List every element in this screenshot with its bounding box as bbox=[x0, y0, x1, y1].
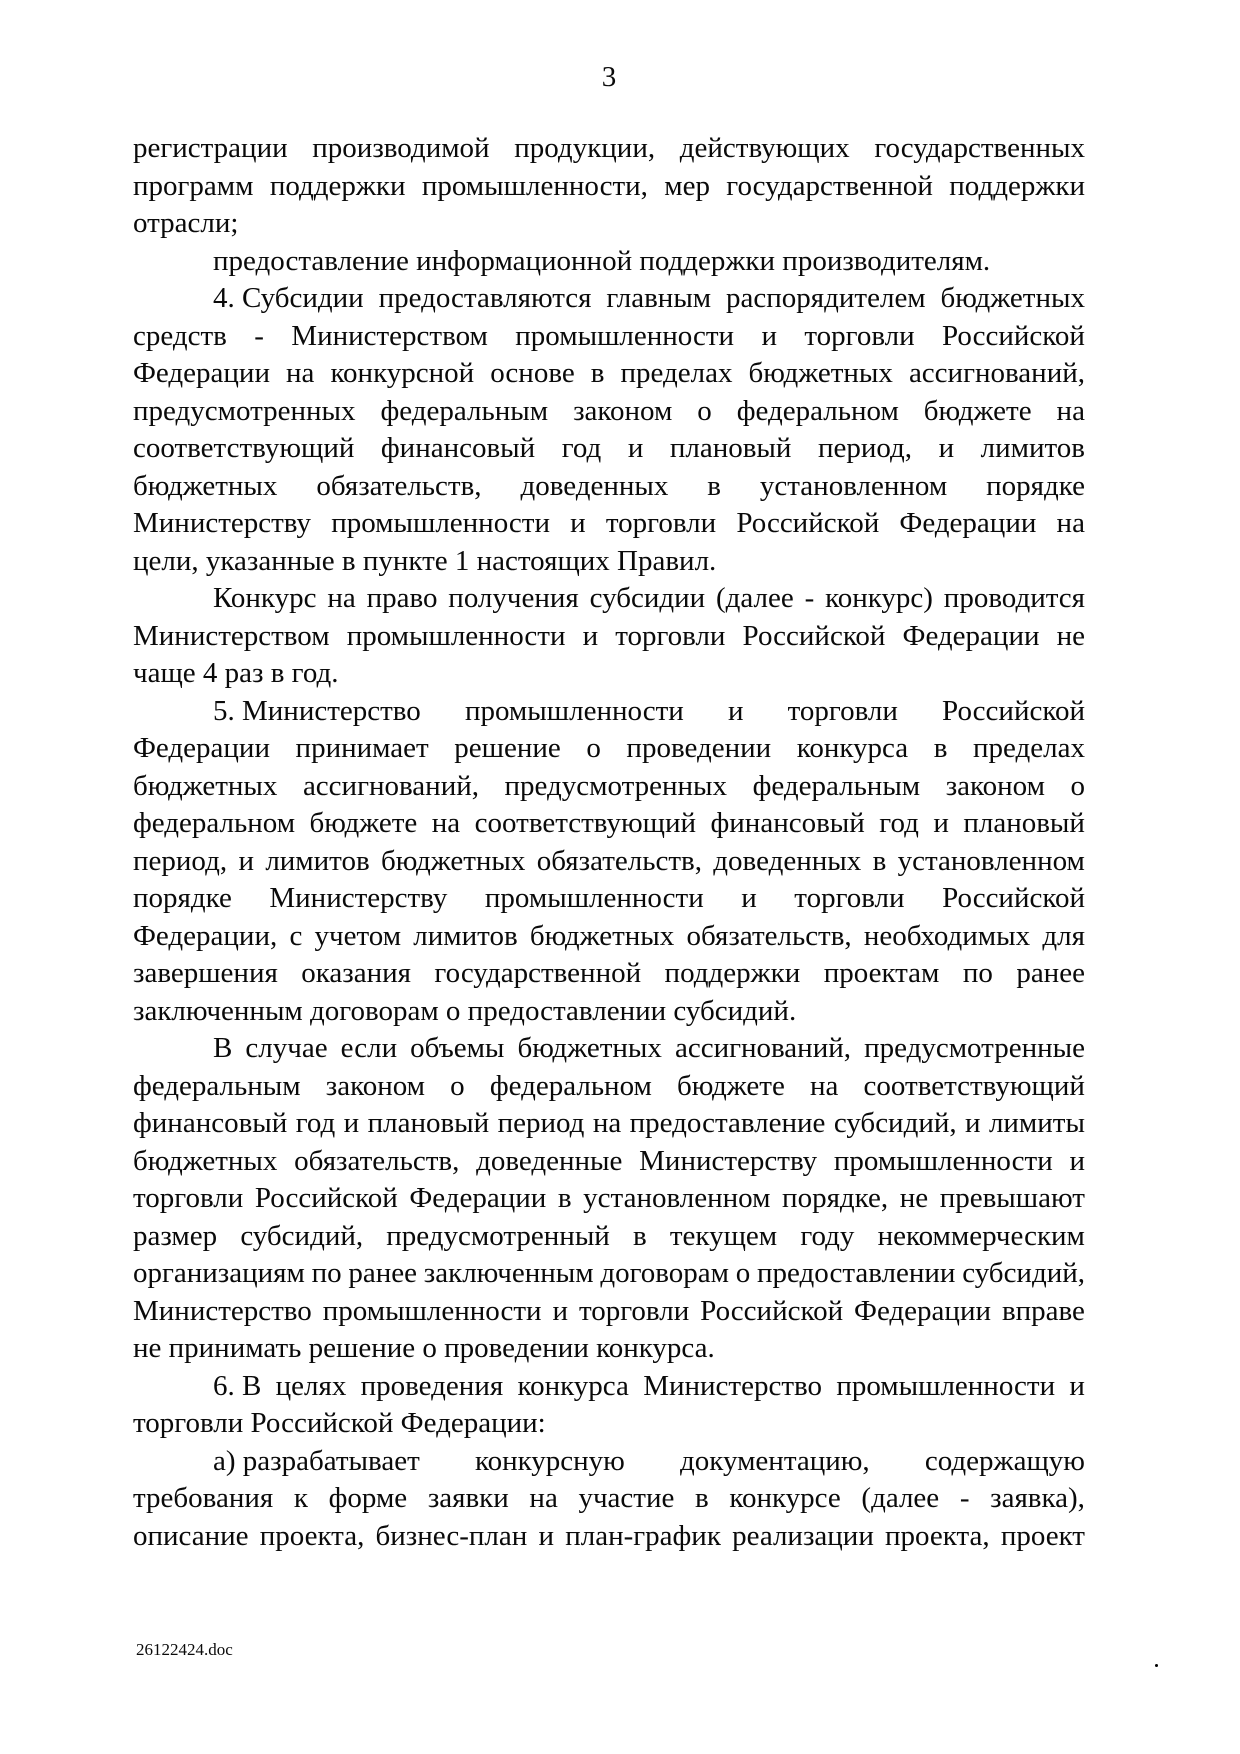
word: по bbox=[962, 957, 993, 989]
word: бюджетных bbox=[517, 1032, 662, 1064]
word: плановый bbox=[669, 432, 792, 464]
word: доведенные bbox=[476, 1144, 623, 1177]
word: план-график bbox=[565, 1519, 721, 1552]
word: проводится bbox=[943, 582, 1085, 614]
word: бюджете bbox=[309, 807, 418, 839]
word: о bbox=[1070, 769, 1085, 802]
text-line bbox=[133, 730, 1085, 768]
word: 5. Министерство bbox=[213, 694, 421, 727]
word: федеральном bbox=[736, 394, 899, 427]
word: Федерации, bbox=[133, 919, 278, 952]
word: на bbox=[327, 582, 356, 614]
word: проекта, bbox=[885, 1519, 990, 1552]
word: заявки bbox=[427, 1482, 509, 1514]
word: Министерством bbox=[291, 319, 488, 352]
word: законом bbox=[573, 394, 673, 427]
word: промышленности bbox=[346, 619, 566, 652]
word: программ bbox=[133, 169, 254, 202]
word: федеральным bbox=[752, 769, 921, 802]
word: объемы bbox=[410, 1032, 505, 1064]
word: не bbox=[899, 1182, 929, 1214]
word: порядке, bbox=[782, 1182, 889, 1214]
word: в bbox=[695, 1482, 709, 1514]
word: плановый bbox=[367, 1107, 490, 1139]
word: поддержки bbox=[664, 957, 801, 989]
word: пределах bbox=[620, 357, 733, 389]
word: о bbox=[735, 1257, 751, 1289]
word: 6. В bbox=[213, 1369, 262, 1402]
word: производимой bbox=[312, 132, 490, 164]
word: целях bbox=[275, 1369, 347, 1402]
word: конкурсную bbox=[474, 1444, 625, 1477]
text-line bbox=[133, 1218, 1085, 1256]
word: государственной bbox=[726, 169, 933, 202]
word: промышленности bbox=[464, 694, 684, 727]
word: предусмотренных bbox=[133, 394, 356, 427]
word: предусмотренный bbox=[386, 1219, 610, 1252]
word: заявка), bbox=[990, 1482, 1085, 1514]
word: проектам bbox=[823, 957, 940, 989]
word: Конкурс bbox=[213, 582, 317, 614]
word: пределах bbox=[973, 732, 1085, 764]
word: промышленности bbox=[833, 1144, 1053, 1177]
word: бюджетных bbox=[381, 844, 526, 877]
word: бюджетных bbox=[133, 769, 278, 802]
word: В bbox=[213, 1032, 233, 1064]
word: и bbox=[727, 694, 744, 727]
word: проект bbox=[1000, 1519, 1085, 1552]
word: субсидий, bbox=[962, 1257, 1085, 1289]
word: регистрации bbox=[133, 132, 288, 164]
word: торговли bbox=[615, 619, 726, 652]
word: государственных bbox=[874, 132, 1085, 164]
word: о bbox=[697, 394, 712, 427]
word: субсидии bbox=[589, 582, 706, 614]
text-line bbox=[133, 1105, 1085, 1143]
word: а) разрабатывает bbox=[213, 1444, 420, 1477]
word: Федерации bbox=[899, 507, 1037, 539]
scan-speck bbox=[1155, 1664, 1158, 1667]
word: организациям bbox=[133, 1257, 305, 1289]
word: установленном bbox=[897, 844, 1085, 877]
text-line bbox=[133, 393, 1085, 431]
word: Министерству bbox=[133, 507, 312, 539]
word: в bbox=[557, 1182, 572, 1214]
word: форме bbox=[328, 1482, 408, 1514]
word: Министерство bbox=[643, 1369, 823, 1402]
word: лимитов bbox=[413, 919, 518, 952]
word: в bbox=[872, 844, 887, 877]
word: и bbox=[582, 619, 599, 652]
text-line bbox=[133, 880, 1085, 918]
word: Российской bbox=[942, 694, 1085, 727]
word: промышленности bbox=[331, 507, 550, 539]
text-line: предоставление информационной поддержки производителям. bbox=[213, 244, 991, 277]
word: торговли bbox=[133, 1182, 244, 1214]
text-line bbox=[133, 580, 1085, 618]
word: предоставляются bbox=[378, 282, 592, 314]
word: торговли bbox=[787, 694, 898, 727]
word: бюджетных bbox=[529, 919, 675, 952]
word: Министерством bbox=[133, 619, 330, 652]
word: распорядителем bbox=[726, 282, 926, 314]
word: год bbox=[879, 807, 919, 839]
word: торговли bbox=[804, 319, 915, 352]
text-line bbox=[133, 843, 1085, 881]
word: и bbox=[343, 1107, 360, 1139]
word: бюджетных bbox=[133, 1144, 278, 1177]
word: федеральным bbox=[133, 1069, 301, 1102]
document-body bbox=[133, 130, 1085, 1555]
word: проведения bbox=[360, 1369, 504, 1402]
word: и bbox=[761, 319, 777, 352]
word: предоставление bbox=[629, 1107, 826, 1139]
word: обязательств, bbox=[536, 844, 702, 877]
text-line bbox=[133, 693, 1085, 731]
word: конкурса bbox=[517, 1369, 629, 1402]
word: Российской bbox=[942, 882, 1085, 914]
text-line: заключенным договорам о предоставлении субсидий. bbox=[133, 994, 797, 1027]
word: установленном bbox=[583, 1182, 771, 1214]
word: субсидий, bbox=[833, 1107, 957, 1139]
word: участие bbox=[578, 1482, 675, 1514]
word: содержащую bbox=[924, 1444, 1085, 1477]
text-line bbox=[133, 1143, 1085, 1181]
word: лимиты bbox=[988, 1107, 1085, 1139]
word: основе bbox=[490, 357, 575, 389]
word: в bbox=[933, 732, 948, 764]
word: завершения bbox=[133, 957, 278, 989]
text-line bbox=[133, 280, 1085, 318]
word: и bbox=[965, 1107, 981, 1139]
word: к bbox=[293, 1482, 308, 1514]
word: Федерации bbox=[854, 1294, 991, 1327]
word: и bbox=[238, 844, 254, 877]
word: ранее bbox=[1016, 957, 1085, 989]
word: принимает bbox=[295, 732, 429, 764]
word: и bbox=[938, 432, 955, 464]
word: год bbox=[561, 432, 602, 464]
word: не bbox=[1056, 619, 1085, 652]
word: Федерации bbox=[133, 732, 270, 764]
footer-filename: 26122424.doc bbox=[136, 1640, 233, 1659]
word: описание bbox=[133, 1519, 249, 1552]
word: учетом bbox=[314, 919, 402, 952]
word: и bbox=[741, 882, 757, 914]
word: обязательств, bbox=[294, 1144, 460, 1177]
word: и bbox=[1069, 1144, 1085, 1177]
word: на bbox=[1056, 507, 1085, 539]
word: торговли bbox=[605, 507, 717, 539]
word: на bbox=[809, 1069, 839, 1102]
word: ассигнований, bbox=[674, 1032, 851, 1064]
word: Министерству bbox=[269, 882, 448, 914]
word: в bbox=[633, 1219, 647, 1252]
word: бюджетных bbox=[940, 282, 1085, 314]
word: и bbox=[627, 432, 644, 464]
word: федеральном bbox=[133, 807, 296, 839]
word: промышленности bbox=[484, 882, 704, 914]
word: конкурсной bbox=[330, 357, 475, 389]
word: Федерации bbox=[902, 619, 1040, 652]
word: на bbox=[431, 807, 461, 839]
word: Министерство bbox=[133, 1294, 312, 1327]
word: ассигнований, bbox=[908, 357, 1085, 389]
word: бюджете bbox=[677, 1069, 785, 1102]
text-line: торговли Российской Федерации: bbox=[133, 1407, 546, 1439]
text-line bbox=[133, 955, 1085, 993]
word: соответствующий bbox=[133, 432, 355, 464]
word: по bbox=[311, 1257, 342, 1289]
word: о bbox=[586, 732, 601, 764]
text-line bbox=[133, 918, 1085, 956]
word: бизнес-план bbox=[375, 1519, 528, 1552]
word: Российской bbox=[254, 1182, 398, 1214]
word: если bbox=[340, 1032, 398, 1064]
word: Российской bbox=[742, 619, 886, 652]
word: предусмотренных bbox=[504, 769, 728, 802]
word: обязательств, bbox=[686, 919, 852, 952]
word: Федерации bbox=[409, 1182, 547, 1214]
word: лимитов bbox=[980, 432, 1085, 464]
word: законом bbox=[945, 769, 1045, 802]
word: - bbox=[804, 582, 815, 614]
word: требования bbox=[133, 1482, 274, 1514]
text-line bbox=[133, 1293, 1085, 1331]
word: - bbox=[254, 319, 264, 352]
word: для bbox=[1042, 919, 1085, 952]
word: Российской bbox=[942, 319, 1085, 352]
word: год bbox=[295, 1107, 336, 1139]
word: договорам bbox=[600, 1257, 729, 1289]
word: соответствующий bbox=[474, 807, 697, 839]
text-line bbox=[133, 768, 1085, 806]
word: Российской bbox=[736, 507, 880, 539]
text-line bbox=[133, 130, 1085, 168]
word: конкурса bbox=[796, 732, 909, 764]
word: соответствующий bbox=[863, 1069, 1085, 1102]
word: федеральном bbox=[489, 1069, 652, 1102]
word: (далее bbox=[861, 1482, 940, 1514]
word: предоставлении bbox=[756, 1257, 956, 1289]
text-line bbox=[133, 355, 1085, 393]
text-line: чаще 4 раз в год. bbox=[133, 657, 339, 689]
text-line bbox=[133, 168, 1085, 206]
text-line: цели, указанные в пункте 1 настоящих Правил. bbox=[133, 544, 717, 577]
word: финансовый bbox=[380, 432, 536, 464]
word: порядке bbox=[133, 882, 232, 914]
word: период bbox=[497, 1107, 585, 1139]
text-line bbox=[133, 805, 1085, 843]
word: субсидий, bbox=[240, 1219, 364, 1252]
word: торговли bbox=[578, 1294, 690, 1327]
word: ранее bbox=[348, 1257, 418, 1289]
word: конкурс) bbox=[825, 582, 933, 614]
text-line: отрасли; bbox=[133, 207, 239, 239]
word: размер bbox=[133, 1219, 218, 1252]
word: ассигнований, bbox=[302, 769, 479, 802]
word: финансовый bbox=[133, 1107, 288, 1139]
text-line bbox=[133, 1480, 1085, 1518]
word: бюджетных bbox=[748, 357, 893, 389]
text-line bbox=[133, 1180, 1085, 1218]
word: предусмотренные bbox=[864, 1032, 1085, 1064]
word: главным bbox=[606, 282, 712, 314]
word: Федерации bbox=[133, 357, 270, 389]
word: в bbox=[707, 469, 721, 502]
word: промышленности bbox=[836, 1369, 1056, 1402]
word: бюджете bbox=[923, 394, 1032, 427]
word: и bbox=[570, 507, 586, 539]
word: заключенным bbox=[423, 1257, 594, 1289]
word: продукции, bbox=[514, 132, 656, 164]
word: оказания bbox=[301, 957, 411, 989]
word: и bbox=[538, 1519, 555, 1552]
text-line: не принимать решение о проведении конкурса. bbox=[133, 1332, 715, 1364]
word: - bbox=[959, 1482, 970, 1514]
word: 4. Субсидии bbox=[213, 282, 364, 314]
word: на bbox=[286, 357, 315, 389]
word: действующих bbox=[679, 132, 850, 164]
word: превышают bbox=[939, 1182, 1085, 1214]
text-line bbox=[133, 468, 1085, 506]
text-line bbox=[133, 430, 1085, 468]
word: о bbox=[450, 1069, 465, 1102]
word: проекта, bbox=[259, 1519, 365, 1552]
word: порядке bbox=[986, 469, 1085, 502]
word: период, bbox=[133, 844, 228, 877]
text-line bbox=[133, 618, 1085, 656]
word: период, bbox=[817, 432, 913, 464]
page-number: 3 bbox=[601, 61, 617, 93]
word: на bbox=[592, 1107, 622, 1139]
text-line bbox=[133, 1443, 1085, 1481]
word: Министерству bbox=[639, 1144, 818, 1177]
word: с bbox=[289, 919, 303, 952]
word: на bbox=[529, 1482, 558, 1514]
word: и bbox=[552, 1294, 569, 1327]
text-line bbox=[133, 1255, 1085, 1293]
word: решение bbox=[454, 732, 561, 764]
word: промышленности bbox=[515, 319, 735, 352]
word: государственной bbox=[434, 957, 642, 989]
word: финансовый bbox=[710, 807, 865, 839]
text-line bbox=[133, 505, 1085, 543]
word: реализации bbox=[732, 1519, 874, 1552]
word: право bbox=[366, 582, 438, 614]
word: обязательств, bbox=[316, 469, 482, 502]
word: плановый bbox=[963, 807, 1085, 839]
word: доведенных bbox=[713, 844, 862, 877]
word: поддержки bbox=[949, 169, 1085, 202]
word: Российской bbox=[700, 1294, 844, 1327]
word: в bbox=[590, 357, 605, 389]
word: документацию, bbox=[680, 1444, 870, 1477]
word: лимитов bbox=[265, 844, 370, 877]
word: и bbox=[933, 807, 949, 839]
word: конкурсе bbox=[729, 1482, 841, 1514]
word: торговли bbox=[794, 882, 905, 914]
text-line bbox=[133, 318, 1085, 356]
word: на bbox=[1056, 394, 1085, 427]
word: промышленности, bbox=[421, 169, 648, 202]
word: некоммерческим bbox=[877, 1219, 1085, 1252]
word: установленном bbox=[759, 469, 948, 502]
word: доведенных bbox=[520, 469, 669, 502]
word: поддержки bbox=[269, 169, 406, 202]
word: текущем bbox=[669, 1219, 778, 1252]
word: случае bbox=[245, 1032, 328, 1064]
word: получения bbox=[448, 582, 579, 614]
word: вправе bbox=[1001, 1294, 1085, 1327]
word: законом bbox=[325, 1069, 426, 1102]
text-line bbox=[133, 1368, 1085, 1406]
word: проведении bbox=[626, 732, 772, 764]
text-line bbox=[133, 1068, 1085, 1106]
word: и bbox=[1069, 1369, 1085, 1402]
word: мер bbox=[664, 169, 710, 202]
word: промышленности bbox=[322, 1294, 542, 1327]
text-line bbox=[133, 1518, 1085, 1556]
word: федеральным bbox=[380, 394, 549, 427]
word: бюджетных bbox=[133, 469, 278, 502]
word: средств bbox=[133, 319, 227, 352]
text-line bbox=[133, 1030, 1085, 1068]
word: (далее bbox=[715, 582, 794, 614]
word: году bbox=[800, 1219, 855, 1252]
word: необходимых bbox=[863, 919, 1031, 952]
